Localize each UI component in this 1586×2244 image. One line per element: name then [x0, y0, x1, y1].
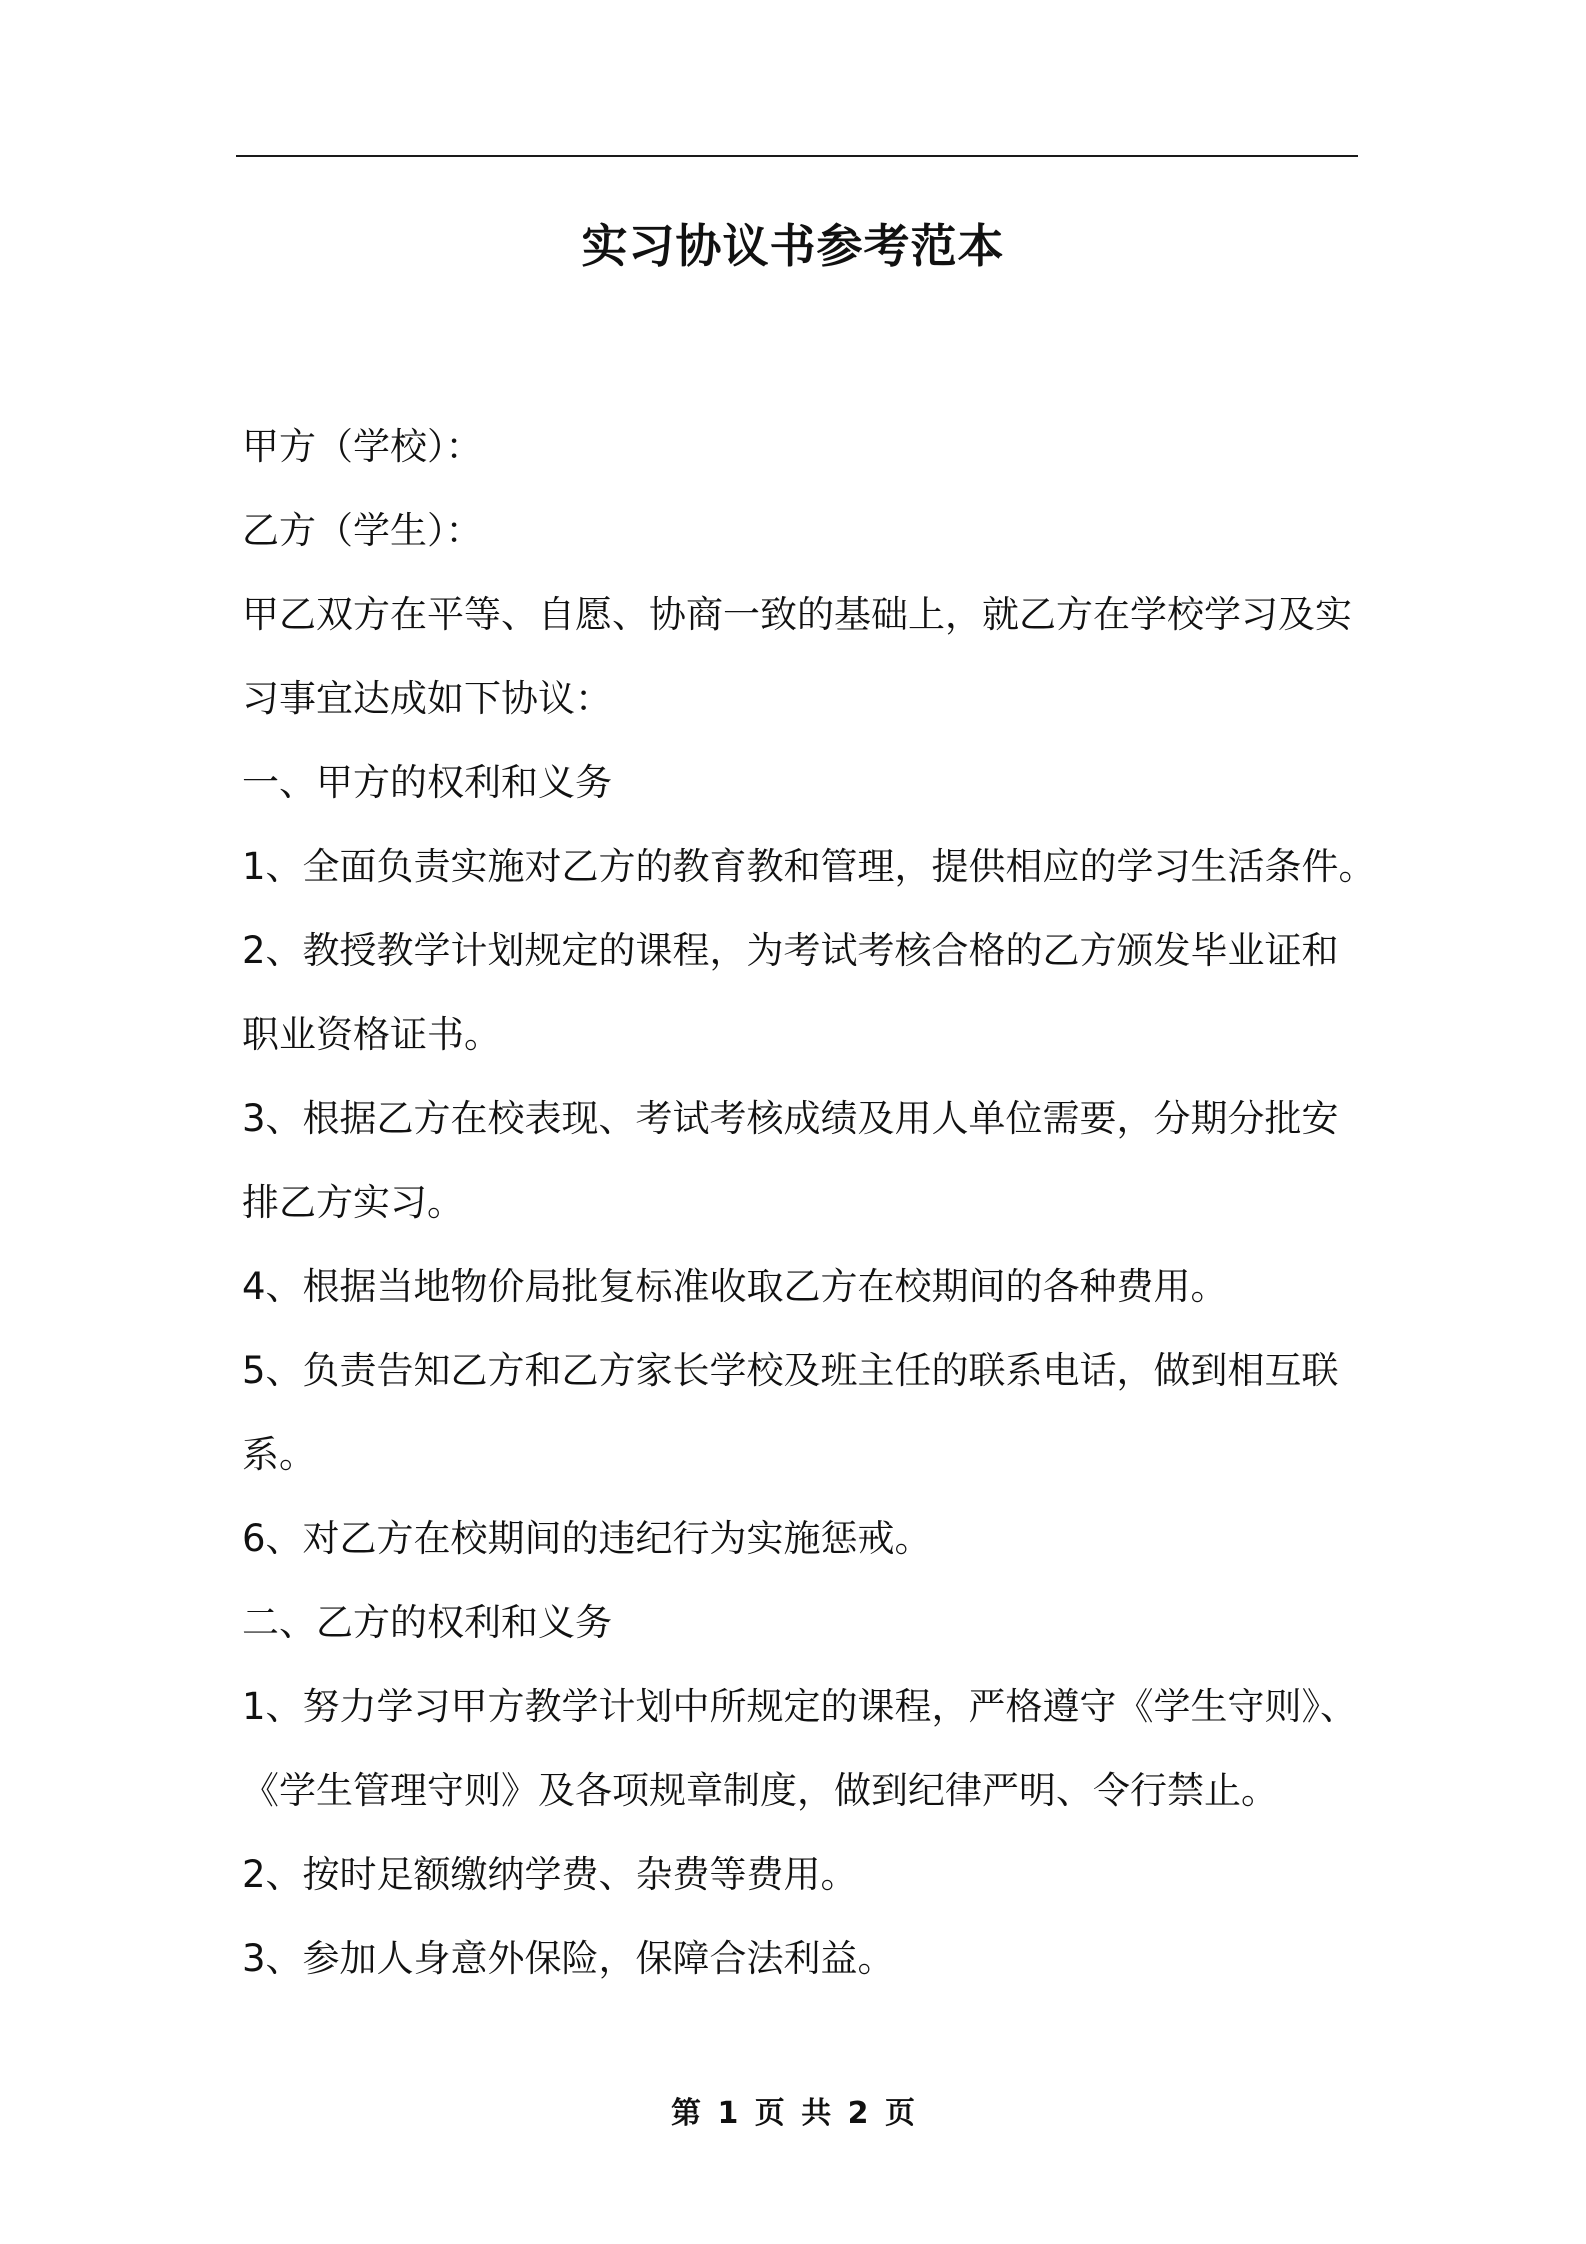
clause-a3-line-1: 3、根据乙方在校表现、考试考核成绩及用人单位需要，分期分批安: [242, 1097, 1339, 1140]
document-body: [242, 405, 1376, 2001]
page-footer: 第 1 页 共 2 页: [671, 2096, 915, 2131]
preamble-line-2: 习事宜达成如下协议：: [242, 677, 612, 720]
clause-b1-line-1: 1、努力学习甲方教学计划中所规定的课程，严格遵守《学生守则》、: [242, 1685, 1358, 1728]
clause-b1-line-2: 《学生管理守则》及各项规章制度，做到纪律严明、令行禁止。: [242, 1769, 1278, 1812]
header-rule: [236, 155, 1358, 157]
clause-a2-line-1: 2、教授教学计划规定的课程，为考试考核合格的乙方颁发毕业证和: [242, 929, 1339, 972]
clause-a5-line-2: 系。: [242, 1433, 316, 1476]
document-title: 实习协议书参考范本: [581, 219, 1005, 273]
clause-a2-line-2: 职业资格证书。: [242, 1013, 501, 1056]
preamble-line-1: 甲乙双方在平等、自愿、协商一致的基础上，就乙方在学校学习及实: [242, 593, 1352, 636]
clause-a5-line-1: 5、负责告知乙方和乙方家长学校及班主任的联系电话，做到相互联: [242, 1349, 1339, 1392]
clause-a3-line-2: 排乙方实习。: [242, 1181, 464, 1224]
section-heading-party-b: 二、乙方的权利和义务: [242, 1601, 612, 1644]
party-b-line: 乙方（学生）：: [242, 509, 483, 552]
clause-b2: 2、按时足额缴纳学费、杂费等费用。: [242, 1853, 858, 1896]
party-a-line: 甲方（学校）：: [242, 425, 483, 468]
clause-b3: 3、参加人身意外保险，保障合法利益。: [242, 1937, 895, 1980]
clause-a4: 4、根据当地物价局批复标准收取乙方在校期间的各种费用。: [242, 1265, 1228, 1308]
clause-a6: 6、对乙方在校期间的违纪行为实施惩戒。: [242, 1517, 932, 1560]
clause-a1: 1、全面负责实施对乙方的教育教和管理，提供相应的学习生活条件。: [242, 845, 1376, 888]
section-heading-party-a: 一、甲方的权利和义务: [242, 761, 612, 804]
